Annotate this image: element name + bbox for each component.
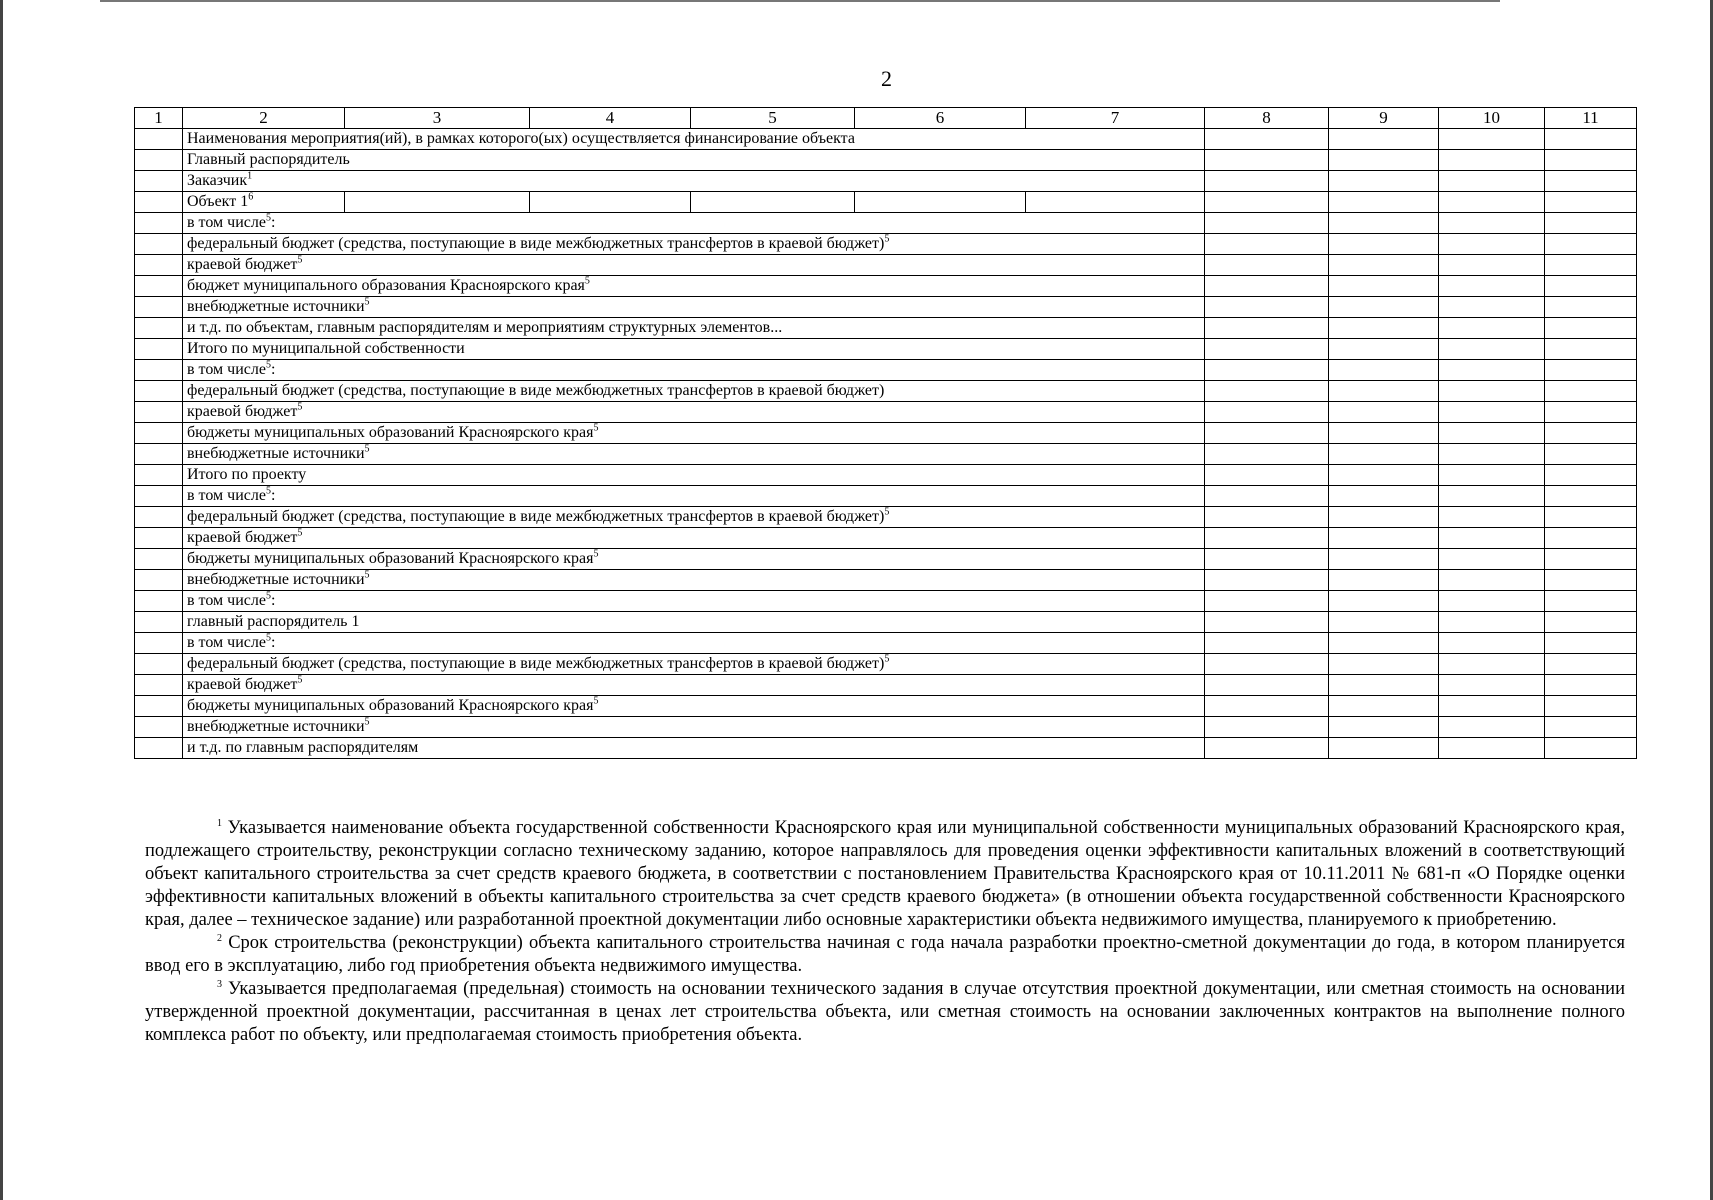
value-cell — [1205, 717, 1329, 738]
value-cell — [1439, 738, 1545, 759]
column-number-9: 9 — [1329, 108, 1439, 129]
column-number-8: 8 — [1205, 108, 1329, 129]
table-row — [135, 402, 1637, 423]
row-label: Наименования мероприятия(ий), в рамках которого(ых) осуществляется финансирование объекта — [183, 129, 1205, 150]
row-number-cell — [135, 297, 183, 318]
table-row — [135, 255, 1637, 276]
value-cell — [1329, 486, 1439, 507]
row-label: внебюджетные источники$^5$ — [183, 570, 1205, 591]
column-number-11: 11 — [1545, 108, 1637, 129]
value-cell — [1329, 318, 1439, 339]
value-cell — [1026, 192, 1205, 213]
row-number-cell — [135, 423, 183, 444]
value-cell — [1329, 171, 1439, 192]
column-number-2: 2 — [183, 108, 345, 129]
row-number-cell — [135, 633, 183, 654]
value-cell — [1439, 486, 1545, 507]
table-row — [135, 654, 1637, 675]
value-cell — [1439, 423, 1545, 444]
value-cell — [1439, 528, 1545, 549]
value-cell — [1545, 234, 1637, 255]
value-cell — [1545, 192, 1637, 213]
value-cell — [1329, 129, 1439, 150]
row-label: Итого по муниципальной собственности — [183, 339, 1205, 360]
value-cell — [1329, 654, 1439, 675]
value-cell — [1439, 318, 1545, 339]
row-label: и т.д. по объектам, главным распорядителям и мероприятиям структурных элементов... — [183, 318, 1205, 339]
value-cell — [1545, 486, 1637, 507]
value-cell — [1439, 612, 1545, 633]
value-cell — [1545, 318, 1637, 339]
value-cell — [1439, 549, 1545, 570]
row-number-cell — [135, 402, 183, 423]
value-cell — [1545, 339, 1637, 360]
value-cell — [1545, 423, 1637, 444]
value-cell — [1439, 255, 1545, 276]
page-number: 2 — [881, 66, 892, 91]
row-number-cell — [135, 255, 183, 276]
value-cell — [1439, 360, 1545, 381]
value-cell — [1205, 528, 1329, 549]
column-number-1: 1 — [135, 108, 183, 129]
table-row — [135, 507, 1637, 528]
row-label: Итого по проекту — [183, 465, 1205, 486]
value-cell — [1439, 570, 1545, 591]
column-number-5: 5 — [691, 108, 855, 129]
row-label: в том числе$^5$: — [183, 486, 1205, 507]
value-cell — [1205, 255, 1329, 276]
table-row — [135, 297, 1637, 318]
value-cell — [1205, 150, 1329, 171]
table-header-row — [135, 108, 1637, 129]
row-number-cell — [135, 528, 183, 549]
table-row — [135, 423, 1637, 444]
row-label: краевой бюджет$^5$ — [183, 528, 1205, 549]
row-number-cell — [135, 612, 183, 633]
value-cell — [1329, 612, 1439, 633]
row-label: внебюджетные источники$^5$ — [183, 717, 1205, 738]
value-cell — [1545, 213, 1637, 234]
row-label: краевой бюджет$^5$ — [183, 675, 1205, 696]
value-cell — [1439, 192, 1545, 213]
value-cell — [1439, 633, 1545, 654]
row-number-cell — [135, 381, 183, 402]
value-cell — [1205, 549, 1329, 570]
funding-table — [134, 107, 1637, 759]
value-cell — [1545, 570, 1637, 591]
value-cell — [1439, 213, 1545, 234]
value-cell — [1329, 360, 1439, 381]
table-row — [135, 675, 1637, 696]
value-cell — [1545, 276, 1637, 297]
table-row — [135, 696, 1637, 717]
value-cell — [1545, 654, 1637, 675]
column-number-4: 4 — [530, 108, 691, 129]
value-cell — [1545, 591, 1637, 612]
value-cell — [1545, 696, 1637, 717]
value-cell — [1439, 339, 1545, 360]
value-cell — [1545, 129, 1637, 150]
value-cell — [1205, 444, 1329, 465]
value-cell — [1329, 276, 1439, 297]
value-cell — [1545, 297, 1637, 318]
scan-edge-left — [0, 0, 3, 1200]
value-cell — [1545, 612, 1637, 633]
row-label: краевой бюджет$^5$ — [183, 255, 1205, 276]
row-number-cell — [135, 171, 183, 192]
value-cell — [1545, 738, 1637, 759]
row-label: внебюджетные источники$^5$ — [183, 297, 1205, 318]
value-cell — [1439, 234, 1545, 255]
value-cell — [1205, 654, 1329, 675]
table-row — [135, 192, 1637, 213]
row-label: бюджет муниципального образования Красноярского края$^5$ — [183, 276, 1205, 297]
value-cell — [1205, 423, 1329, 444]
table-row — [135, 339, 1637, 360]
row-number-cell — [135, 150, 183, 171]
table-row — [135, 738, 1637, 759]
value-cell — [1205, 276, 1329, 297]
value-cell — [1205, 234, 1329, 255]
value-cell — [1205, 612, 1329, 633]
footnote: $^2$ Срок строительства (реконструкции) объекта капитального строительства начиная с года начала разработки проектно-сметной документации до года, в котором планируется ввод его в эксплуатацию, либо год приобретения объекта недвижимого имущества. — [145, 932, 1625, 976]
row-number-cell — [135, 549, 183, 570]
footnote: $^3$ Указывается предполагаемая (предельная) стоимость на основании технического задания в случае отсутствия проектной документации, или сметная стоимость на основании утвержденной проектной документации, рассчитанная в ценах лет строительства объекта, или сметная стоимость на основании заключенных контрактов на выполнение полного комплекса работ по объекту, или предполагаемая стоимость приобретения объекта. — [145, 978, 1625, 1045]
row-number-cell — [135, 360, 183, 381]
value-cell — [1439, 129, 1545, 150]
row-number-cell — [135, 444, 183, 465]
table-row — [135, 213, 1637, 234]
top-rule — [100, 0, 1500, 2]
value-cell — [1205, 129, 1329, 150]
row-label: бюджеты муниципальных образований Красноярского края$^5$ — [183, 423, 1205, 444]
value-cell — [1205, 696, 1329, 717]
row-label: бюджеты муниципальных образований Красноярского края$^5$ — [183, 549, 1205, 570]
value-cell — [1439, 591, 1545, 612]
row-label: и т.д. по главным распорядителям — [183, 738, 1205, 759]
value-cell — [1545, 465, 1637, 486]
value-cell — [1439, 150, 1545, 171]
table-row — [135, 444, 1637, 465]
column-number-6: 6 — [855, 108, 1026, 129]
value-cell — [1205, 339, 1329, 360]
value-cell — [1545, 633, 1637, 654]
value-cell — [1545, 402, 1637, 423]
value-cell — [1439, 675, 1545, 696]
value-cell — [1545, 381, 1637, 402]
value-cell — [1439, 696, 1545, 717]
value-cell — [1205, 675, 1329, 696]
value-cell — [1329, 549, 1439, 570]
table-row — [135, 465, 1637, 486]
value-cell — [1205, 402, 1329, 423]
value-cell — [1329, 738, 1439, 759]
value-cell — [1205, 507, 1329, 528]
table-row — [135, 612, 1637, 633]
table-row — [135, 129, 1637, 150]
value-cell — [1205, 360, 1329, 381]
value-cell — [1329, 339, 1439, 360]
value-cell — [1439, 297, 1545, 318]
value-cell — [1205, 591, 1329, 612]
row-number-cell — [135, 717, 183, 738]
table-row — [135, 234, 1637, 255]
row-number-cell — [135, 465, 183, 486]
value-cell — [1205, 381, 1329, 402]
value-cell — [855, 192, 1026, 213]
value-cell — [1329, 444, 1439, 465]
value-cell — [1545, 171, 1637, 192]
value-cell — [1439, 276, 1545, 297]
value-cell — [1439, 717, 1545, 738]
value-cell — [1329, 234, 1439, 255]
row-number-cell — [135, 339, 183, 360]
value-cell — [1545, 717, 1637, 738]
table-row — [135, 318, 1637, 339]
value-cell — [1329, 675, 1439, 696]
value-cell — [345, 192, 530, 213]
column-number-3: 3 — [345, 108, 530, 129]
value-cell — [1329, 150, 1439, 171]
table-row — [135, 360, 1637, 381]
value-cell — [1439, 654, 1545, 675]
value-cell — [1545, 255, 1637, 276]
value-cell — [1545, 528, 1637, 549]
value-cell — [1545, 150, 1637, 171]
value-cell — [1329, 192, 1439, 213]
row-label: федеральный бюджет (средства, поступающие в виде межбюджетных трансфертов в краевой бюджет)$^5$ — [183, 654, 1205, 675]
value-cell — [1205, 318, 1329, 339]
value-cell — [1439, 381, 1545, 402]
table-row — [135, 633, 1637, 654]
row-label: Объект $1^6$ — [183, 192, 345, 213]
value-cell — [1329, 213, 1439, 234]
value-cell — [1205, 171, 1329, 192]
row-label: федеральный бюджет (средства, поступающие в виде межбюджетных трансфертов в краевой бюджет) — [183, 381, 1205, 402]
table-row — [135, 381, 1637, 402]
row-number-cell — [135, 234, 183, 255]
table-row — [135, 717, 1637, 738]
value-cell — [1329, 465, 1439, 486]
row-label: Главный распорядитель — [183, 150, 1205, 171]
row-label: внебюджетные источники$^5$ — [183, 444, 1205, 465]
table-row — [135, 276, 1637, 297]
footnote: $^1$ Указывается наименование объекта государственной собственности Красноярского края или муниципальной собственности муниципальных образований Красноярского края, подлежащего строительству, реконструкции согласно техническому заданию, которое направлялось для проведения оценки эффективности капитальных вложений в соответствующий объект капитального строительства за счет средств краевого бюджета, в соответствии с постановлением Правительства Красноярского края от 10.11.2011 № 681-п «О Порядке оценки эффективности капитальных вложений в объекты капитального строительства за счет средств краевого бюджета» (в отношении объекта государственной собственности Красноярского края, далее – техническое задание) или разработанной проектной документации либо основные характеристики объекта недвижимого имущества, планируемого к приобретению. — [145, 817, 1625, 930]
row-number-cell — [135, 318, 183, 339]
value-cell — [1329, 633, 1439, 654]
row-number-cell — [135, 591, 183, 612]
row-number-cell — [135, 213, 183, 234]
table-row — [135, 171, 1637, 192]
value-cell — [1329, 591, 1439, 612]
row-number-cell — [135, 507, 183, 528]
row-label: Заказчик$^1$ — [183, 171, 1205, 192]
row-number-cell — [135, 486, 183, 507]
value-cell — [1329, 423, 1439, 444]
value-cell — [530, 192, 691, 213]
value-cell — [1329, 507, 1439, 528]
value-cell — [1205, 297, 1329, 318]
value-cell — [1205, 486, 1329, 507]
row-label: в том числе$^5$: — [183, 633, 1205, 654]
value-cell — [1329, 528, 1439, 549]
value-cell — [1545, 360, 1637, 381]
row-label: в том числе$^5$: — [183, 360, 1205, 381]
table-row — [135, 486, 1637, 507]
row-label: федеральный бюджет (средства, поступающие в виде межбюджетных трансфертов в краевой бюджет)$^5$ — [183, 234, 1205, 255]
value-cell — [1439, 171, 1545, 192]
value-cell — [1329, 717, 1439, 738]
footnote-mark: 2 — [217, 932, 222, 944]
value-cell — [1205, 633, 1329, 654]
row-number-cell — [135, 276, 183, 297]
table-row — [135, 549, 1637, 570]
value-cell — [1439, 402, 1545, 423]
value-cell — [1205, 465, 1329, 486]
row-number-cell — [135, 696, 183, 717]
value-cell — [1329, 297, 1439, 318]
value-cell — [1329, 402, 1439, 423]
value-cell — [1439, 444, 1545, 465]
row-number-cell — [135, 129, 183, 150]
footnote-mark: 1 — [217, 817, 222, 829]
value-cell — [1329, 570, 1439, 591]
value-cell — [1439, 465, 1545, 486]
value-cell — [1545, 507, 1637, 528]
value-cell — [1329, 696, 1439, 717]
footnote-mark: 3 — [217, 978, 222, 990]
value-cell — [1205, 570, 1329, 591]
row-number-cell — [135, 654, 183, 675]
column-number-10: 10 — [1439, 108, 1545, 129]
row-number-cell — [135, 570, 183, 591]
column-number-7: 7 — [1026, 108, 1205, 129]
value-cell — [1205, 738, 1329, 759]
table-row — [135, 528, 1637, 549]
footnotes — [145, 817, 1625, 1047]
value-cell — [691, 192, 855, 213]
value-cell — [1205, 192, 1329, 213]
value-cell — [1439, 507, 1545, 528]
row-label: федеральный бюджет (средства, поступающие в виде межбюджетных трансфертов в краевой бюджет)$^5$ — [183, 507, 1205, 528]
row-label: бюджеты муниципальных образований Красноярского края$^5$ — [183, 696, 1205, 717]
value-cell — [1205, 213, 1329, 234]
row-number-cell — [135, 738, 183, 759]
table-row — [135, 150, 1637, 171]
table-row — [135, 591, 1637, 612]
value-cell — [1545, 444, 1637, 465]
row-number-cell — [135, 192, 183, 213]
value-cell — [1329, 255, 1439, 276]
value-cell — [1329, 381, 1439, 402]
row-label: краевой бюджет$^5$ — [183, 402, 1205, 423]
value-cell — [1545, 549, 1637, 570]
row-label: в том числе$^5$: — [183, 213, 1205, 234]
row-number-cell — [135, 675, 183, 696]
value-cell — [1545, 675, 1637, 696]
row-label: главный распорядитель 1 — [183, 612, 1205, 633]
table-row — [135, 570, 1637, 591]
row-label: в том числе$^5$: — [183, 591, 1205, 612]
